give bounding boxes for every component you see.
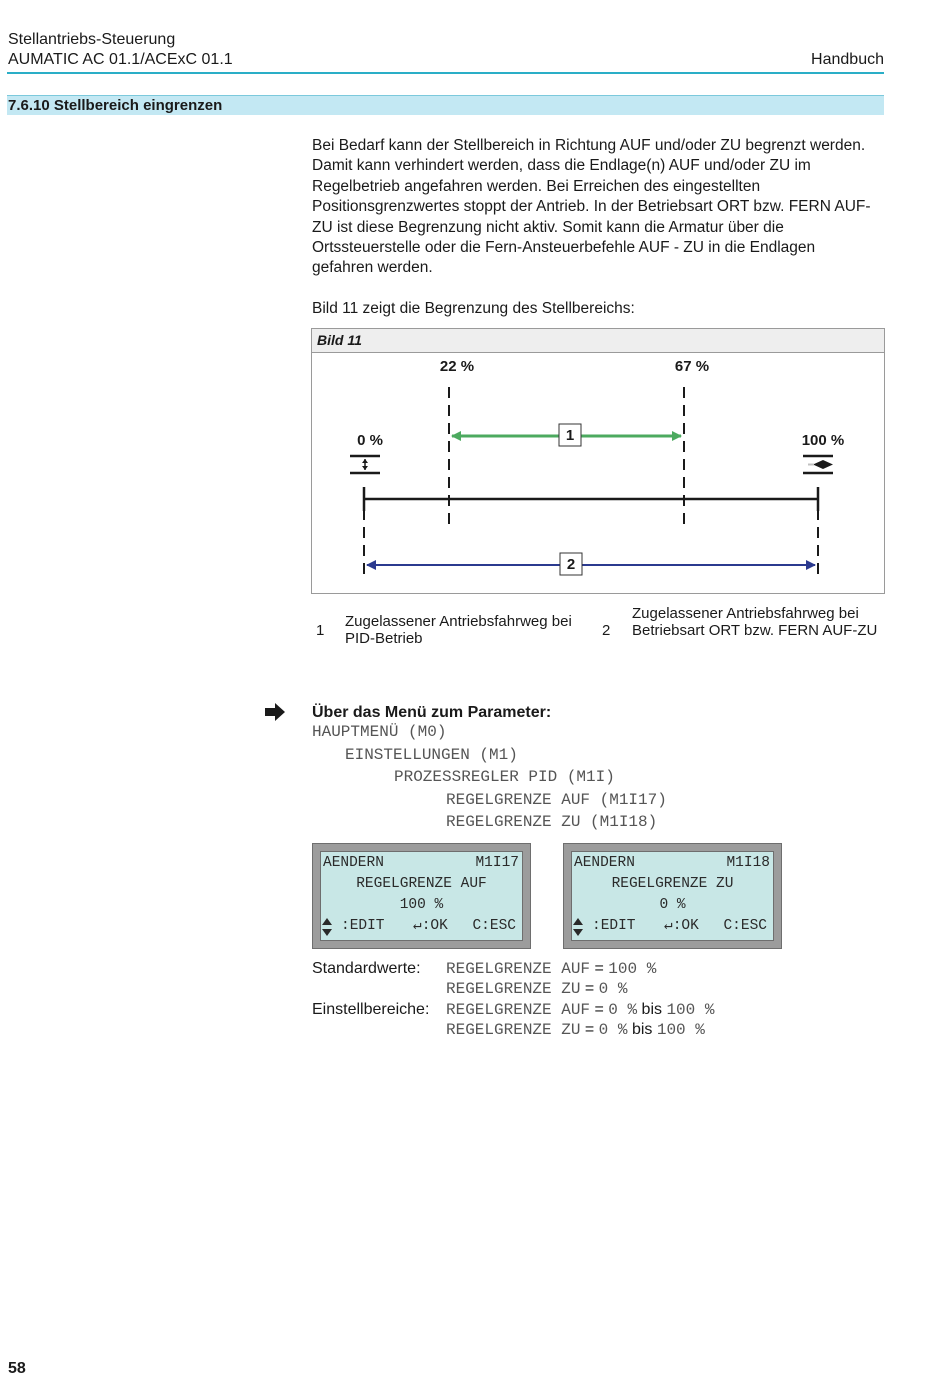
- display-screen: [571, 851, 774, 941]
- menu-path-limit-open: REGELGRENZE AUF (M1I17): [446, 791, 667, 809]
- value-param: REGELGRENZE ZU: [446, 980, 581, 998]
- display-ok-key: ↵:OK: [413, 918, 448, 934]
- value-min: 100 %: [608, 960, 657, 978]
- label-100-percent: 100 %: [801, 432, 845, 449]
- legend-number-1: 1: [316, 622, 325, 639]
- display-screen: [320, 851, 523, 941]
- menu-path-settings: EINSTELLUNGEN (M1): [345, 746, 518, 764]
- display-ok-key: ↵:OK: [664, 918, 699, 934]
- default-values-label: Standardwerte:: [312, 960, 421, 977]
- header-divider: [7, 72, 884, 74]
- section-title: 7.6.10 Stellbereich eingrenzen: [8, 97, 223, 114]
- display-value: 0 %: [659, 897, 686, 913]
- up-down-arrows-icon: [573, 918, 583, 936]
- legend-number-2: 2: [602, 622, 611, 639]
- value-equals: =: [584, 980, 595, 997]
- header-product-line: Stellantriebs-Steuerung: [8, 31, 176, 48]
- label-22-percent: 22 %: [439, 358, 475, 375]
- figure-title: Bild 11: [317, 332, 362, 348]
- menu-path-main-menu: HAUPTMENÜ (M0): [312, 723, 447, 741]
- header-document-type: Handbuch: [811, 51, 884, 68]
- value-row: [446, 959, 656, 979]
- value-equals: =: [584, 1021, 595, 1038]
- menu-heading: Über das Menü zum Parameter:: [312, 704, 552, 721]
- legend-text-1: Zugelassener Antriebsfahrweg bei PID-Betrieb: [345, 613, 572, 647]
- display-code: M1I17: [475, 855, 519, 871]
- figure-11: [311, 328, 885, 594]
- label-0-percent: 0 %: [357, 432, 383, 449]
- value-min: 0 %: [598, 980, 628, 998]
- display-esc-key: C:ESC: [723, 918, 767, 934]
- value-bis: bis: [631, 1021, 653, 1038]
- value-min: 0 %: [608, 1001, 638, 1019]
- display-limit-open: [312, 843, 531, 949]
- setting-ranges-label: Einstellbereiche:: [312, 1001, 430, 1018]
- value-row: [446, 1020, 705, 1040]
- value-param: REGELGRENZE AUF: [446, 1001, 591, 1019]
- positioning-range-diagram: [312, 329, 886, 595]
- display-mode: AENDERN: [323, 855, 384, 871]
- open-position-symbol: [803, 456, 833, 473]
- header-product-model: AUMATIC AC 01.1/ACExC 01.1: [8, 51, 233, 68]
- page-number: 58: [8, 1360, 26, 1377]
- display-limit-close: [563, 843, 782, 949]
- label-67-percent: 67 %: [674, 358, 710, 375]
- display-edit-key: :EDIT: [341, 918, 385, 934]
- display-mode: AENDERN: [574, 855, 635, 871]
- menu-path-process-controller: PROZESSREGLER PID (M1I): [394, 768, 615, 786]
- figure-intro-text: Bild 11 zeigt die Begrenzung des Stellbereichs:: [312, 300, 635, 317]
- marker-1-label: 1: [565, 427, 575, 444]
- body-paragraph: [312, 136, 872, 279]
- display-parameter: REGELGRENZE ZU: [611, 876, 734, 892]
- marker-2-label: 2: [566, 556, 576, 573]
- display-parameter: REGELGRENZE AUF: [356, 876, 487, 892]
- value-equals: =: [594, 1001, 604, 1018]
- value-param: REGELGRENZE AUF: [446, 960, 591, 978]
- value-max: 100 %: [666, 1001, 715, 1019]
- body-paragraph-text: Bei Bedarf kann der Stellbereich in Richtung AUF und/oder ZU begrenzt werden. Damit kann verhindert werden, dass die Endlage(n) AUF und/oder ZU im Regelbetrieb angefahren werden. Bei Erreichen des eingestellten Positionsgrenzwertes stoppt der Antrieb. In der Betriebsart ORT bzw. FERN AUF-ZU ist diese Begrenzung nicht aktiv. Somit kann die Armatur über die Ortssteuerstelle oder die Fern-Ansteuerbefehle AUF - ZU in die Endlagen gefahren werden.: [312, 137, 871, 277]
- menu-path-limit-close: REGELGRENZE ZU (M1I18): [446, 813, 658, 831]
- display-code: M1I18: [726, 855, 770, 871]
- value-bis: bis: [641, 1001, 662, 1018]
- value-row: [446, 979, 627, 999]
- display-value: 100 %: [399, 897, 444, 913]
- value-equals: =: [594, 960, 604, 977]
- closed-position-symbol: [350, 456, 380, 473]
- display-esc-key: C:ESC: [472, 918, 516, 934]
- value-min: 0 %: [598, 1021, 628, 1039]
- value-row: [446, 1000, 714, 1020]
- legend-text-2: Zugelassener Antriebsfahrweg bei Betriebsart ORT bzw. FERN AUF-ZU: [632, 605, 878, 639]
- value-param: REGELGRENZE ZU: [446, 1021, 581, 1039]
- up-down-arrows-icon: [322, 918, 332, 936]
- right-arrow-icon: [264, 703, 286, 721]
- value-max: 100 %: [656, 1021, 705, 1039]
- display-edit-key: :EDIT: [592, 918, 636, 934]
